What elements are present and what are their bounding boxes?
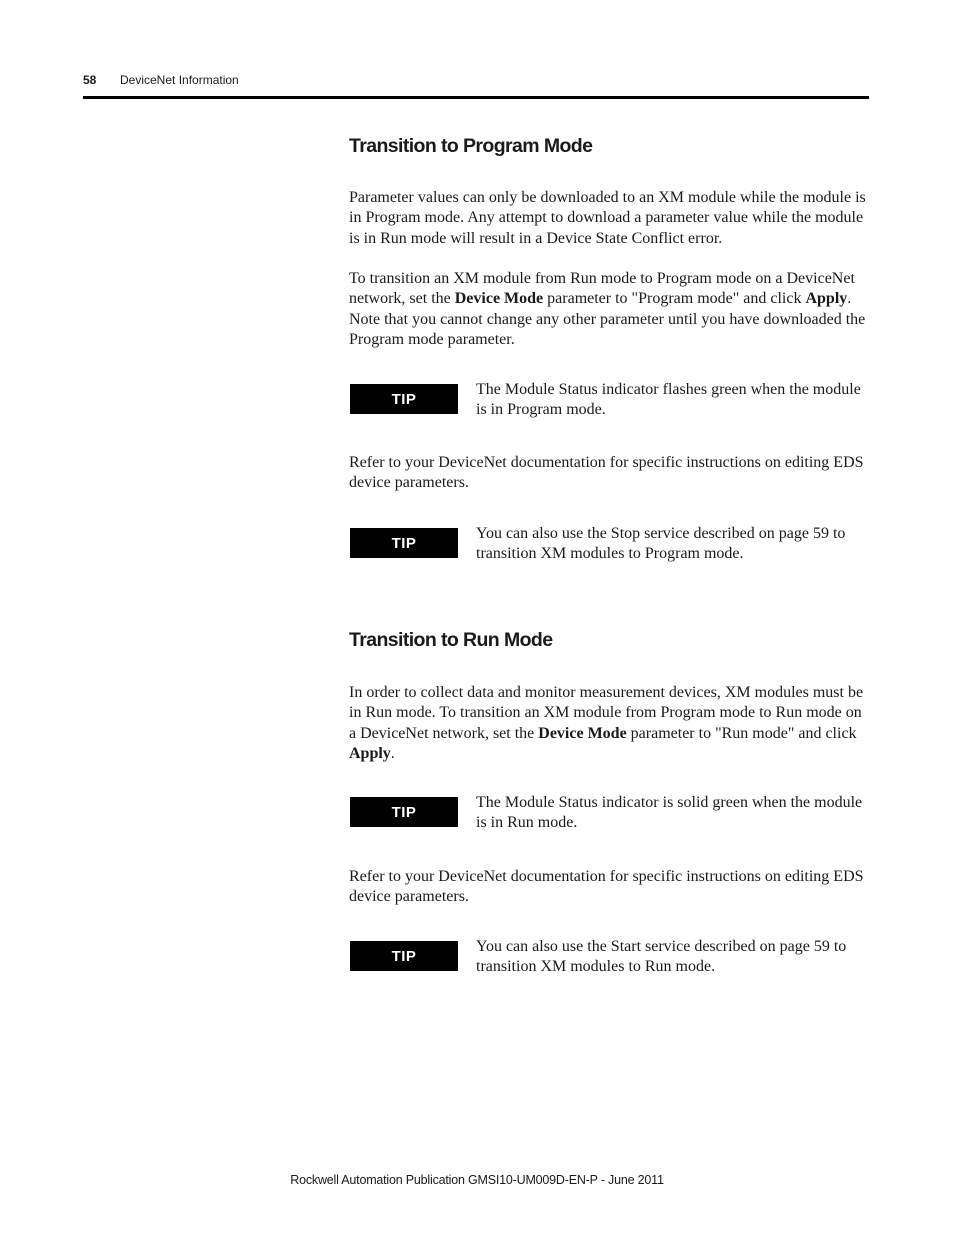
page-footer: Rockwell Automation Publication GMSI10-UM009D-EN-P - June 2011 [290,1173,664,1187]
heading-run-mode: Transition to Run Mode [349,629,553,651]
header-rule [83,96,869,99]
program-paragraph-3: Refer to your DeviceNet documentation for specific instructions on editing EDS device parameters. [349,454,864,492]
run-paragraph-2: Refer to your DeviceNet documentation for specific instructions on editing EDS device parameters. [349,868,864,906]
bold-device-mode: Device Mode [454,290,544,308]
text-run: parameter to "Program mode" and click [543,290,806,308]
tip-label: TIP [350,528,458,558]
tip-label: TIP [350,797,458,827]
bold-apply: Apply [349,744,391,762]
tip-label: TIP [350,384,458,414]
program-paragraph-2 [349,269,871,350]
text-run: In order to collect data and monitor measurement devices, XM modules must be in Run mode. To transition an XM module from Program mode to Run mode on a DeviceNet network, set the [349,684,864,742]
text-run: To transition an XM module from Run mode to Program mode on a DeviceNet network, set the [349,270,855,308]
page-number: 58 [83,73,97,87]
bold-apply: Apply [805,290,848,308]
section-title: DeviceNet Information [120,73,239,87]
tip-text: You can also use the Stop service described on page 59 to transition XM modules to Program mode. [476,525,846,563]
text-run: . [390,744,395,762]
heading-program-mode: Transition to Program Mode [349,135,593,157]
tip-label: TIP [350,941,458,971]
program-paragraph-1: Parameter values can only be downloaded to an XM module while the module is in Program mode. Any attempt to download a parameter value while the module is in Run mode will result in a Device State Conflict error. [349,189,866,247]
bold-device-mode: Device Mode [538,724,627,742]
tip-text: You can also use the Start service described on page 59 to transition XM modules to Run mode. [476,938,847,976]
tip-text: The Module Status indicator is solid green when the module is in Run mode. [476,794,863,832]
run-paragraph-1 [349,683,871,764]
text-run: . Note that you cannot change any other parameter until you have downloaded the Program mode parameter. [349,290,866,348]
tip-text: The Module Status indicator flashes green when the module is in Program mode. [476,381,861,419]
text-run: parameter to "Run mode" and click [626,724,857,742]
